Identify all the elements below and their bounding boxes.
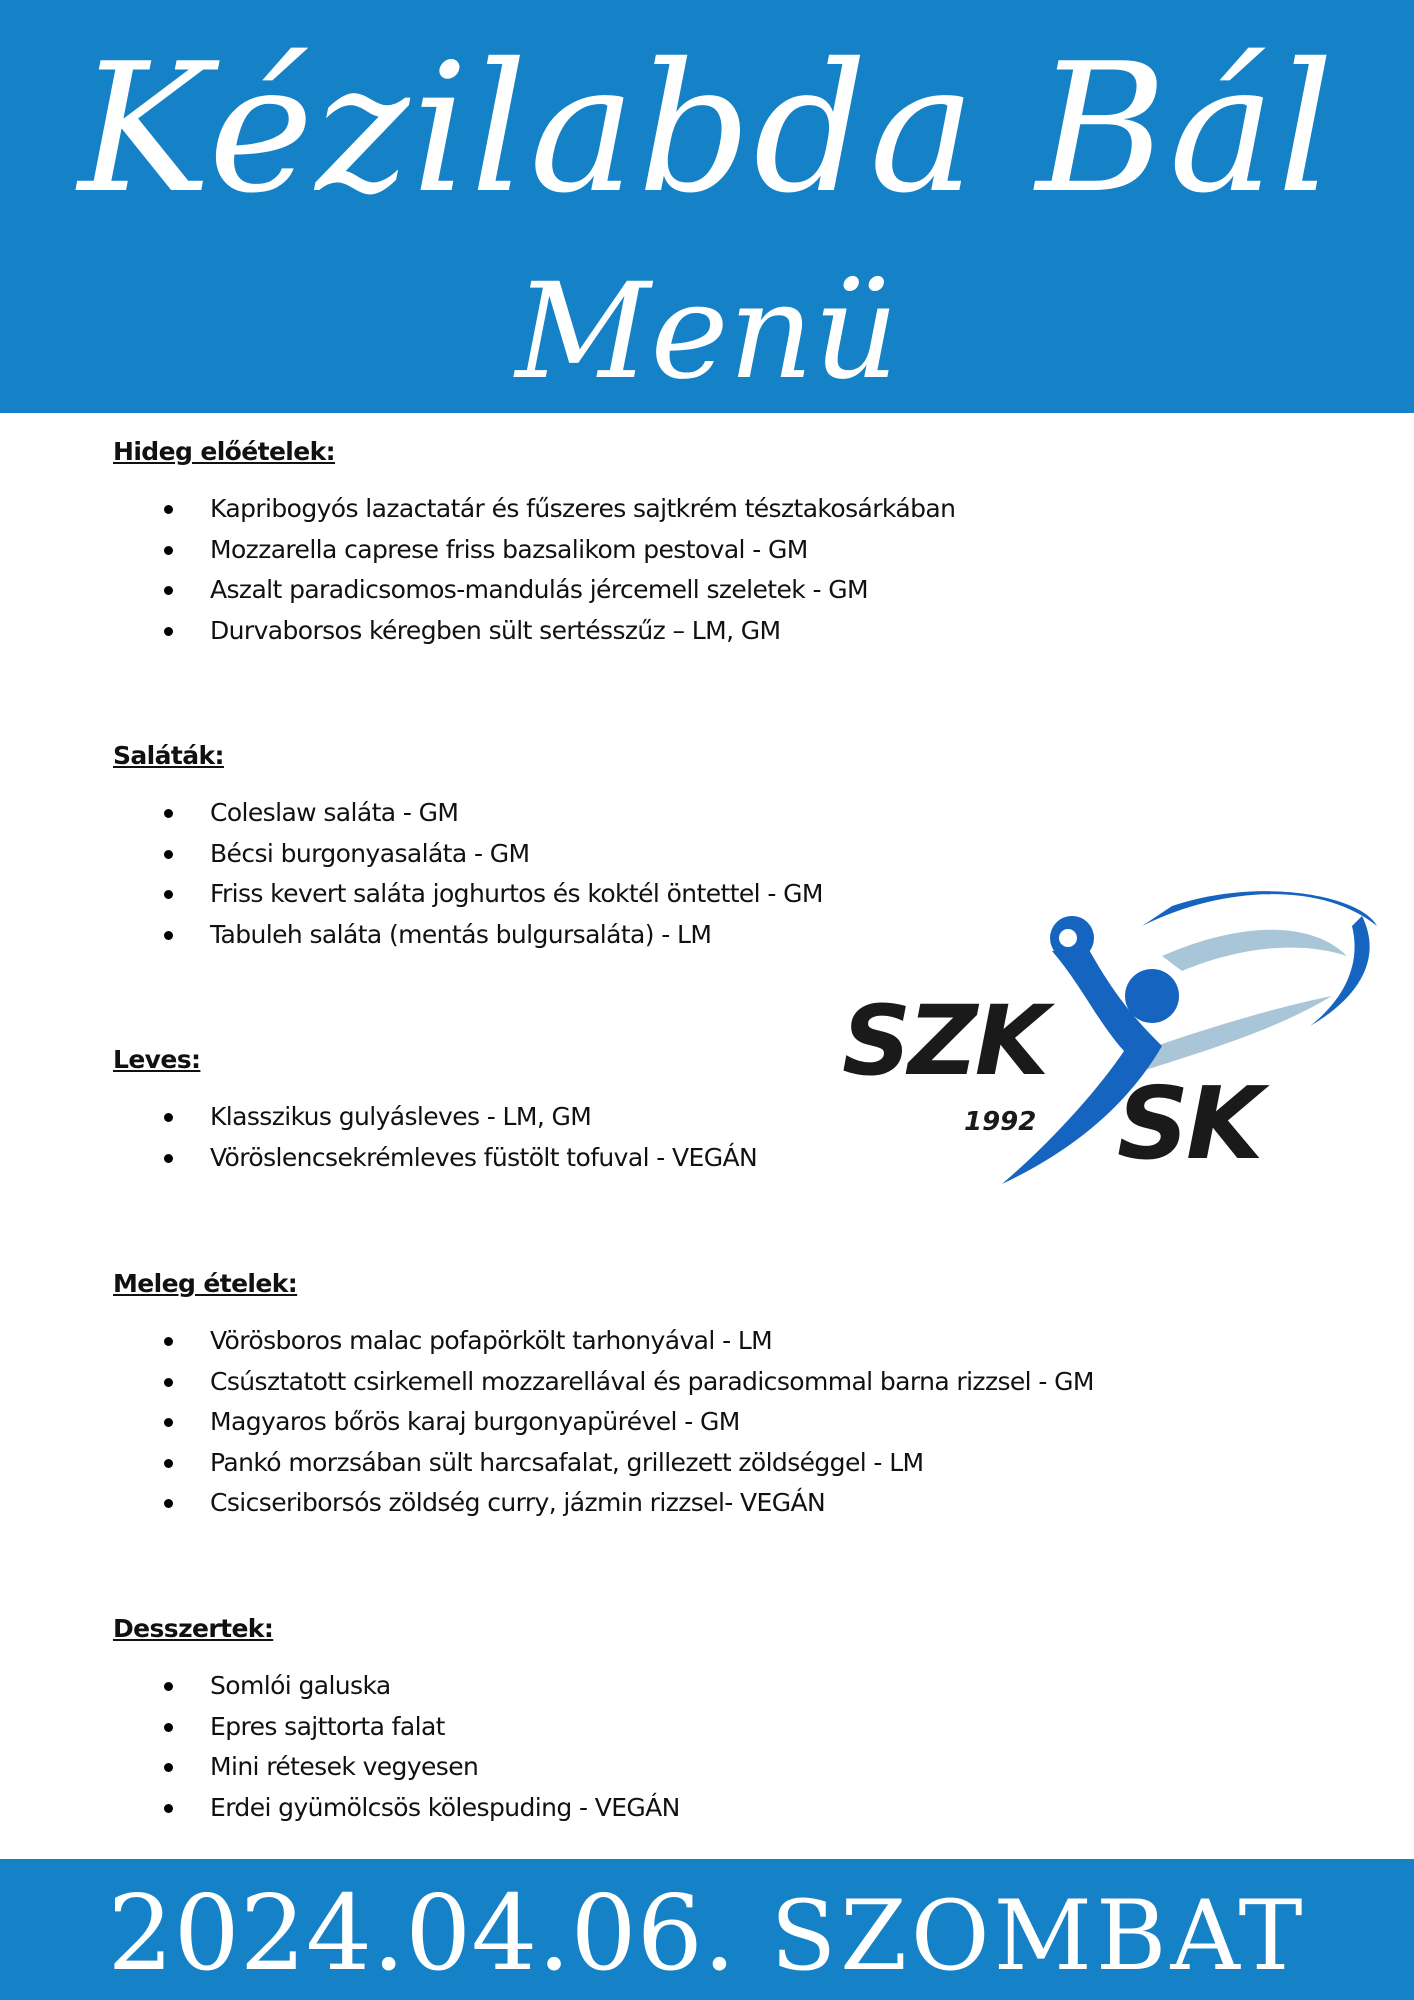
section-title: Hideg előételek: bbox=[113, 437, 336, 466]
logo-swoosh-icon bbox=[1142, 891, 1377, 926]
list-item: Klasszikus gulyásleves - LM, GM bbox=[113, 1097, 1213, 1138]
list-item: Aszalt paradicsomos-mandulás jércemell szeletek - GM bbox=[113, 570, 1213, 611]
list-item: Vörösboros malac pofapörkölt tarhonyával - LM bbox=[113, 1321, 1213, 1362]
list-item: Somlói galuska bbox=[113, 1666, 1213, 1707]
item-list bbox=[113, 489, 1213, 651]
menu-subtitle: Menü bbox=[515, 255, 899, 409]
list-item: Epres sajttorta falat bbox=[113, 1707, 1213, 1748]
section-desserts bbox=[113, 1612, 1213, 1828]
list-item: Bécsi burgonyasaláta - GM bbox=[113, 834, 1213, 875]
event-title: Kézilabda Bál bbox=[78, 25, 1336, 232]
section-title: Leves: bbox=[113, 1045, 201, 1074]
header-banner bbox=[0, 0, 1414, 413]
list-item: Erdei gyümölcsös kölespuding - VEGÁN bbox=[113, 1788, 1213, 1829]
logo-right-text: SK bbox=[1117, 1065, 1261, 1182]
list-item: Kapribogyós lazactatár és fűszeres sajtkrém tésztakosárkában bbox=[113, 489, 1213, 530]
event-date-line bbox=[0, 1872, 1414, 1994]
section-title: Meleg ételek: bbox=[113, 1269, 298, 1298]
list-item: Mozzarella caprese friss bazsalikom pestoval - GM bbox=[113, 530, 1213, 571]
item-list bbox=[113, 1666, 1213, 1828]
logo-year: 1992 bbox=[964, 1107, 1037, 1137]
event-day: SZOMBAT bbox=[770, 1880, 1307, 1992]
list-item: Vöröslencsekrémleves füstölt tofuval - VEGÁN bbox=[113, 1138, 1213, 1179]
list-item: Durvaborsos kéregben sült sertésszűz – LM, GM bbox=[113, 611, 1213, 652]
section-main-courses bbox=[113, 1267, 1213, 1524]
section-title: Saláták: bbox=[113, 741, 224, 770]
list-item: Csúsztatott csirkemell mozzarellával és paradicsommal barna rizzsel - GM bbox=[113, 1362, 1213, 1403]
player-head-icon bbox=[1125, 969, 1179, 1023]
list-item: Pankó morzsában sült harcsafalat, grillezett zöldséggel - LM bbox=[113, 1443, 1213, 1484]
list-item: Magyaros bőrös karaj burgonyapürével - GM bbox=[113, 1402, 1213, 1443]
section-cold-starters bbox=[113, 435, 1213, 651]
list-item: Tabuleh saláta (mentás bulgursaláta) - LM bbox=[113, 915, 1213, 956]
szk-sk-logo bbox=[842, 886, 1380, 1184]
footer-banner bbox=[0, 1859, 1414, 2000]
list-item: Friss kevert saláta joghurtos és koktél öntettel - GM bbox=[113, 874, 1213, 915]
section-title: Desszertek: bbox=[113, 1614, 274, 1643]
logo-left-text: SZK bbox=[842, 985, 1047, 1097]
logo-swoosh-icon bbox=[1162, 930, 1347, 971]
list-item: Csicseriborsós zöldség curry, jázmin rizzsel- VEGÁN bbox=[113, 1483, 1213, 1524]
event-date: 2024.04.06. bbox=[107, 1872, 736, 1994]
item-list bbox=[113, 1321, 1213, 1524]
logo-swoosh-icon bbox=[1310, 916, 1370, 1026]
list-item: Coleslaw saláta - GM bbox=[113, 793, 1213, 834]
list-item: Mini rétesek vegyesen bbox=[113, 1747, 1213, 1788]
